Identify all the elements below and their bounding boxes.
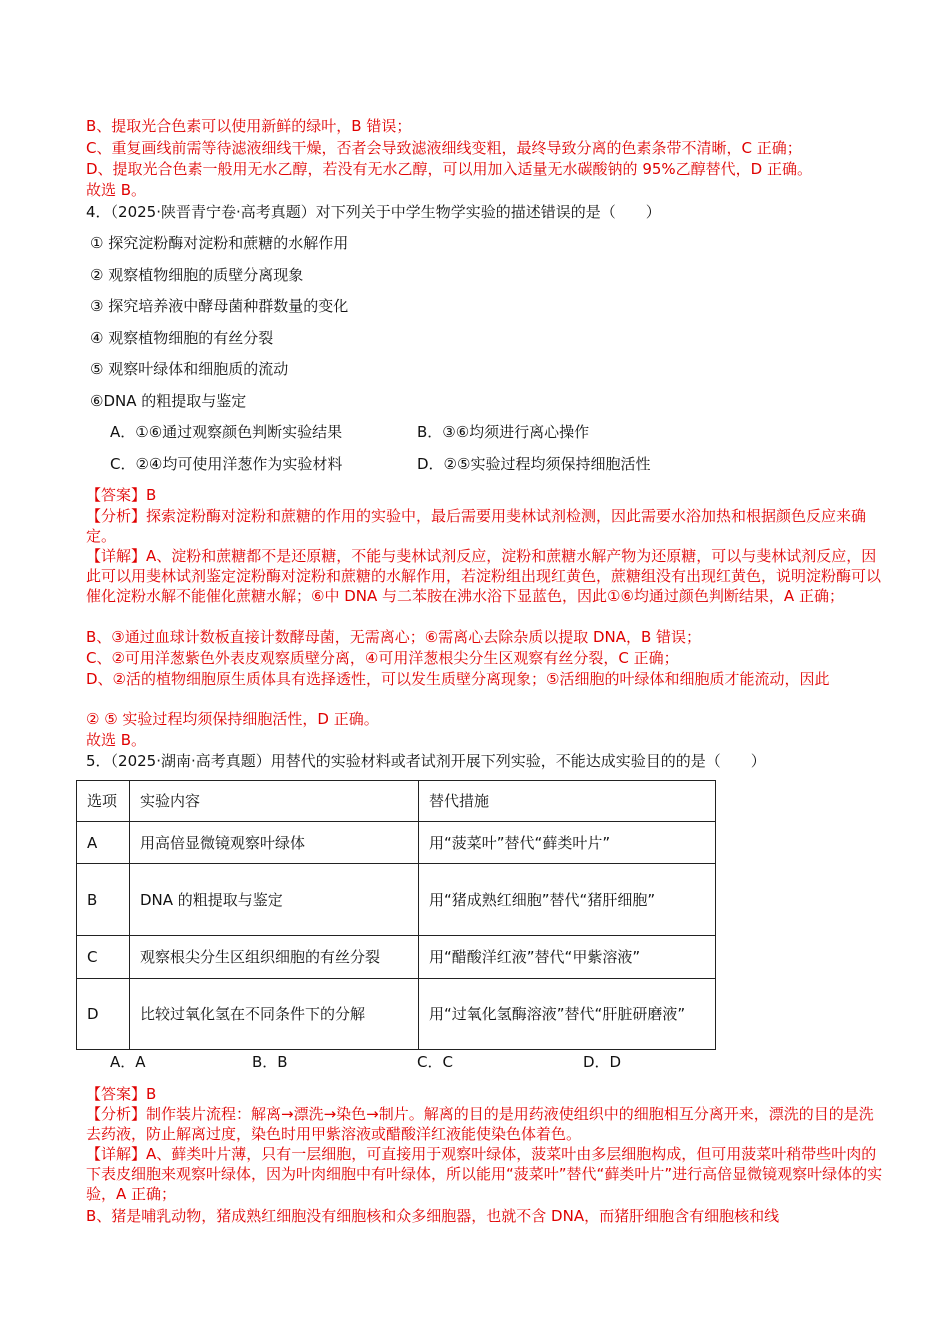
table-cell: DNA 的粗提取与鉴定 <box>130 864 419 936</box>
q4-item-5: ⑤ 观察叶绿体和细胞质的流动 <box>90 360 289 378</box>
q4-item-6: ⑥DNA 的粗提取与鉴定 <box>90 392 247 410</box>
q4-detail-d2: ② ⑤ 实验过程均须保持细胞活性，D 正确。 <box>86 710 379 728</box>
table-row <box>77 864 716 936</box>
q4-detail: 【详解】A、淀粉和蔗糖都不是还原糖，不能与斐林试剂反应，淀粉和蔗糖水解产物为还原糖，可以与斐林试剂反应，因此可以用斐林试剂鉴定淀粉酶对淀粉和蔗糖的水解作用，若淀粉组出现红黄色，蔗糖组没有出现红黄色，说明淀粉酶可以催化淀粉水解不能催化蔗糖水解；⑥中 DNA 与二苯胺在沸水浴下显蓝色，因此①⑥均通过颜色判断结果，A 正确； <box>86 547 882 605</box>
table-cell: 用“猪成熟红细胞”替代“猪肝细胞” <box>419 864 716 936</box>
q5-table <box>76 780 716 1050</box>
q4-item-1: ① 探究淀粉酶对淀粉和蔗糖的水解作用 <box>90 234 349 252</box>
q4-option-c: C．②④均可使用洋葱作为实验材料 <box>110 455 343 473</box>
table-header-cell: 替代措施 <box>419 781 716 822</box>
table-cell: A <box>77 822 130 864</box>
q5-analysis: 【分析】制作装片流程：解离→漂洗→染色→制片。解离的目的是用药液使组织中的细胞相互分离开来，漂洗的目的是洗去药液，防止解离过度，染色时用甲紫溶液或醋酸洋红液能使染色体着色。 <box>86 1105 874 1143</box>
table-cell: 观察根尖分生区组织细胞的有丝分裂 <box>130 936 419 979</box>
table-cell: D <box>77 979 130 1050</box>
table-header-cell: 选项 <box>77 781 130 822</box>
q5-option-b: B．B <box>252 1053 288 1071</box>
q4-option-b: B．③⑥均须进行离心操作 <box>417 423 590 441</box>
table-header-row <box>77 781 716 822</box>
prev-conclusion: 故选 B。 <box>86 181 147 199</box>
table-cell: B <box>77 864 130 936</box>
q5-stem: 5．（2025·湖南·高考真题）用替代的实验材料或者试剂开展下列实验，不能达成实验目的的是（ ） <box>86 752 766 770</box>
q5-option-d: D．D <box>583 1053 622 1071</box>
q4-analysis: 【分析】探索淀粉酶对淀粉和蔗糖的作用的实验中，最后需要用斐林试剂检测，因此需要水浴加热和根据颜色反应来确定。 <box>86 507 867 545</box>
q4-option-a: A．①⑥通过观察颜色判断实验结果 <box>110 423 343 441</box>
prev-answer-c: C、重复画线前需等待滤液细线干燥，否者会导致滤液细线变粗，最终导致分离的色素条带不清晰，C 正确； <box>86 139 802 157</box>
q5-detail-b: B、猪是哺乳动物，猪成熟红细胞没有细胞核和众多细胞器，也就不含 DNA，而猪肝细胞含有细胞核和线 <box>86 1207 780 1225</box>
prev-answer-b: B、提取光合色素可以使用新鲜的绿叶，B 错误； <box>86 117 412 135</box>
table-cell: C <box>77 936 130 979</box>
q4-item-2: ② 观察植物细胞的质壁分离现象 <box>90 266 304 284</box>
q4-conclusion: 故选 B。 <box>86 731 147 749</box>
table-row <box>77 979 716 1050</box>
q5-option-a: A．A <box>110 1053 146 1071</box>
prev-answer-d: D、提取光合色素一般用无水乙醇，若没有无水乙醇，可以用加入适量无水碳酸钠的 95%乙醇替代，D 正确。 <box>86 160 812 178</box>
q4-detail-b: B、③通过血球计数板直接计数酵母菌，无需离心；⑥需离心去除杂质以提取 DNA，B 错误； <box>86 628 702 646</box>
q5-option-c: C．C <box>417 1053 453 1071</box>
q4-stem: 4．（2025·陕晋青宁卷·高考真题）对下列关于中学生物学实验的描述错误的是（ ） <box>86 203 661 221</box>
q4-option-d: D．②⑤实验过程均须保持细胞活性 <box>417 455 651 473</box>
table-row <box>77 822 716 864</box>
table-header-cell: 实验内容 <box>130 781 419 822</box>
table-row <box>77 936 716 979</box>
q4-item-3: ③ 探究培养液中酵母菌种群数量的变化 <box>90 297 349 315</box>
table-cell: 用高倍显微镜观察叶绿体 <box>130 822 419 864</box>
q5-answer: 【答案】B <box>86 1085 157 1103</box>
table-cell: 比较过氧化氢在不同条件下的分解 <box>130 979 419 1050</box>
q4-item-4: ④ 观察植物细胞的有丝分裂 <box>90 329 274 347</box>
table-cell: 用“菠菜叶”替代“藓类叶片” <box>419 822 716 864</box>
table-cell: 用“醋酸洋红液”替代“甲紫溶液” <box>419 936 716 979</box>
q4-answer: 【答案】B <box>86 486 157 504</box>
table-cell: 用“过氧化氢酶溶液”替代“肝脏研磨液” <box>419 979 716 1050</box>
q4-detail-c: C、②可用洋葱紫色外表皮观察质壁分离，④可用洋葱根尖分生区观察有丝分裂，C 正确； <box>86 649 679 667</box>
q4-detail-d: D、②活的植物细胞原生质体具有选择透性，可以发生质壁分离现象；⑤活细胞的叶绿体和细胞质才能流动，因此 <box>86 670 830 688</box>
q5-detail: 【详解】A、藓类叶片薄，只有一层细胞，可直接用于观察叶绿体，菠菜叶由多层细胞构成，但可用菠菜叶稍带些叶肉的下表皮细胞来观察叶绿体，因为叶肉细胞中有叶绿体，所以能用“菠菜叶”替代“藓类叶片”进行高倍显微镜观察叶绿体的实验，A 正确； <box>86 1145 883 1203</box>
